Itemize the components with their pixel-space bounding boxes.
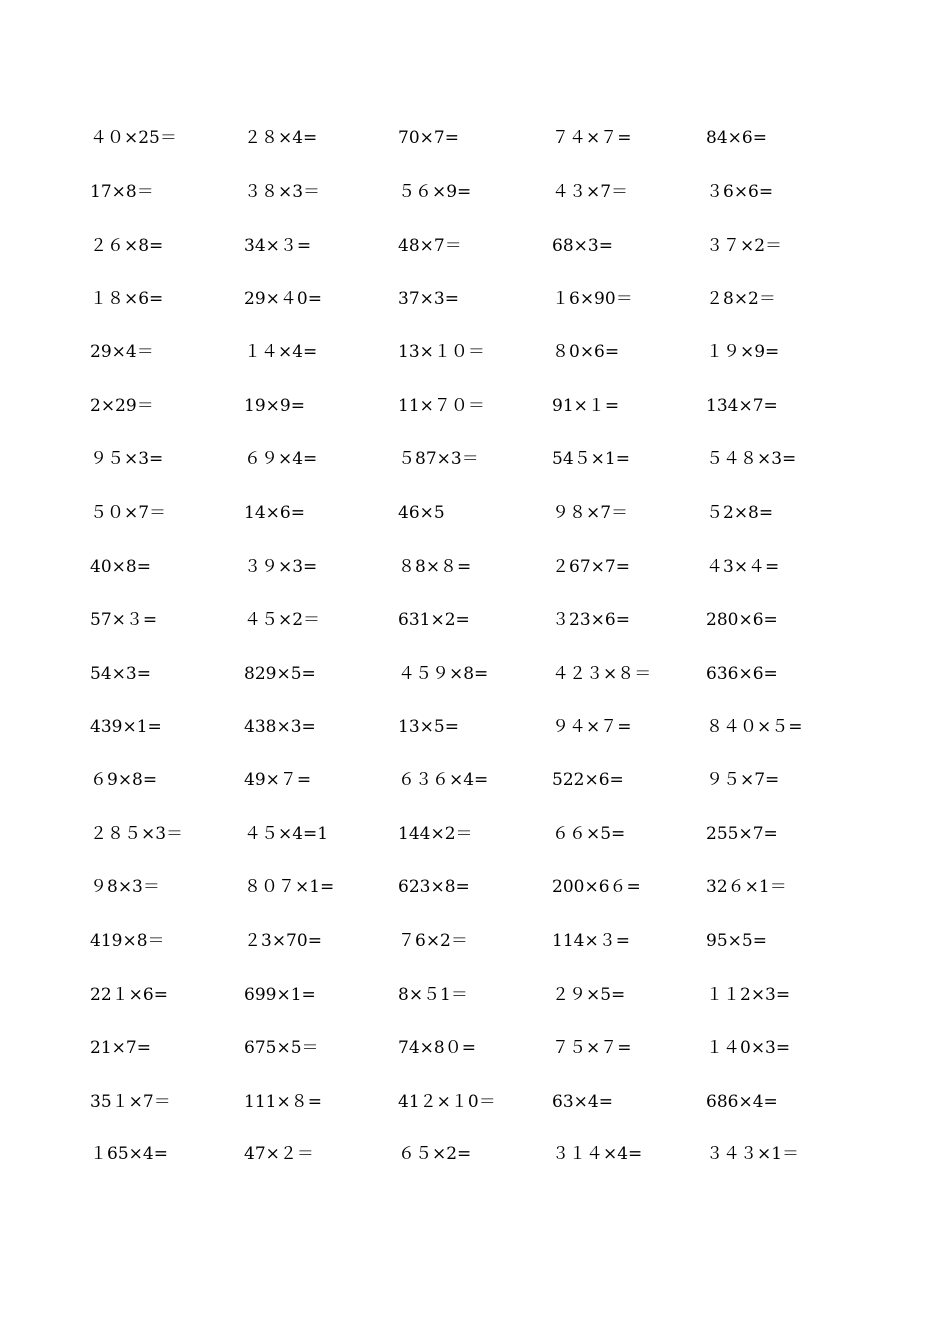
- problem-row: [0, 659, 950, 689]
- multiplication-problem: 438×3=: [244, 717, 316, 737]
- multiplication-problem: ９５×3=: [90, 449, 164, 469]
- multiplication-problem: ４５９×8=: [398, 664, 489, 684]
- multiplication-problem: 144×2＝: [398, 824, 473, 844]
- multiplication-problem: 54５×1=: [552, 449, 630, 469]
- multiplication-problem: 623×8=: [398, 877, 470, 897]
- multiplication-problem: 40×8=: [90, 557, 151, 577]
- multiplication-problem: 699×1=: [244, 985, 316, 1005]
- multiplication-problem: 29×４0=: [244, 289, 322, 309]
- multiplication-problem: ３6×6=: [706, 182, 774, 202]
- multiplication-problem: 13×１０＝: [398, 342, 485, 362]
- multiplication-problem: １6×90＝: [552, 289, 633, 309]
- multiplication-problem: 114×３=: [552, 931, 630, 951]
- multiplication-problem: ５４８×3=: [706, 449, 797, 469]
- multiplication-problem: ２67×7=: [552, 557, 630, 577]
- multiplication-problem: 84×6=: [706, 128, 767, 148]
- multiplication-problem: 419×8＝: [90, 931, 165, 951]
- multiplication-problem: ３８×3＝: [244, 182, 321, 202]
- multiplication-problem: １９×9=: [706, 342, 780, 362]
- multiplication-problem: 13×5=: [398, 717, 459, 737]
- multiplication-problem: 48×7＝: [398, 236, 462, 256]
- multiplication-problem: 19×9=: [244, 396, 305, 416]
- problem-row: [0, 765, 950, 795]
- problem-row: [0, 1087, 950, 1117]
- problem-row: [0, 123, 950, 153]
- multiplication-problem: 200×6６=: [552, 877, 641, 897]
- multiplication-problem: 2×29＝: [90, 396, 154, 416]
- multiplication-problem: １４×4=: [244, 342, 318, 362]
- multiplication-problem: ２６×8=: [90, 236, 164, 256]
- problem-row: [0, 926, 950, 956]
- multiplication-problem: 49×７=: [244, 770, 312, 790]
- problem-row: [0, 284, 950, 314]
- multiplication-problem: 68×3=: [552, 236, 613, 256]
- multiplication-problem: ４２３×８＝: [552, 664, 652, 684]
- multiplication-problem: 21×7=: [90, 1038, 151, 1058]
- multiplication-problem: ２3×70=: [244, 931, 322, 951]
- problem-row: [0, 498, 950, 528]
- multiplication-problem: 22１×6=: [90, 985, 168, 1005]
- problem-row: [0, 1033, 950, 1063]
- multiplication-problem: １４0×3=: [706, 1038, 791, 1058]
- multiplication-problem: 91×１=: [552, 396, 620, 416]
- multiplication-problem: 95×5=: [706, 931, 767, 951]
- multiplication-problem: 32６×1＝: [706, 877, 787, 897]
- multiplication-problem: 134×7=: [706, 396, 778, 416]
- problem-row: [0, 552, 950, 582]
- multiplication-problem: 57×３=: [90, 610, 158, 630]
- multiplication-problem: ３１４×4=: [552, 1144, 643, 1164]
- multiplication-problem: 17×8＝: [90, 182, 154, 202]
- multiplication-problem: ７５×７=: [552, 1038, 632, 1058]
- multiplication-problem: ４０×25＝: [90, 128, 177, 148]
- multiplication-problem: 41２×１0＝: [398, 1092, 496, 1112]
- multiplication-problem: 255×7=: [706, 824, 778, 844]
- multiplication-problem: ３23×6=: [552, 610, 630, 630]
- multiplication-problem: 11×７０＝: [398, 396, 485, 416]
- multiplication-problem: ５2×8=: [706, 503, 774, 523]
- multiplication-problem: ２８５×3＝: [90, 824, 184, 844]
- problem-row: [0, 1139, 950, 1169]
- multiplication-problem: ５６×9=: [398, 182, 472, 202]
- multiplication-problem: 47×２＝: [244, 1144, 314, 1164]
- problem-row: [0, 872, 950, 902]
- multiplication-problem: ６５×2=: [398, 1144, 472, 1164]
- problem-row: [0, 391, 950, 421]
- multiplication-problem: ４3×４=: [706, 557, 780, 577]
- multiplication-problem: １８×6=: [90, 289, 164, 309]
- multiplication-problem: 54×3=: [90, 664, 151, 684]
- multiplication-problem: 46×5: [398, 503, 445, 523]
- multiplication-problem: ４３×7＝: [552, 182, 629, 202]
- multiplication-problem: ３９×3=: [244, 557, 318, 577]
- problem-row: [0, 605, 950, 635]
- problem-row: [0, 444, 950, 474]
- multiplication-problem: ３４３×1＝: [706, 1144, 800, 1164]
- multiplication-problem: ９４×７=: [552, 717, 632, 737]
- multiplication-problem: ２8×2＝: [706, 289, 776, 309]
- problem-row: [0, 980, 950, 1010]
- problem-row: [0, 712, 950, 742]
- multiplication-problem: 35１×7＝: [90, 1092, 171, 1112]
- multiplication-problem: ５０×7＝: [90, 503, 167, 523]
- multiplication-problem: 675×5＝: [244, 1038, 319, 1058]
- multiplication-problem: １１2×3=: [706, 985, 791, 1005]
- multiplication-problem: １65×4=: [90, 1144, 168, 1164]
- multiplication-problem: ３７×2＝: [706, 236, 783, 256]
- multiplication-problem: ７４×７=: [552, 128, 632, 148]
- multiplication-problem: ８４０×５=: [706, 717, 803, 737]
- multiplication-problem: 70×7=: [398, 128, 459, 148]
- multiplication-problem: ２８×4=: [244, 128, 318, 148]
- multiplication-problem: ９５×7=: [706, 770, 780, 790]
- multiplication-problem: 636×6=: [706, 664, 778, 684]
- multiplication-problem: 29×4＝: [90, 342, 154, 362]
- multiplication-problem: ６９×4=: [244, 449, 318, 469]
- multiplication-problem: 280×6=: [706, 610, 778, 630]
- multiplication-problem: 522×6=: [552, 770, 624, 790]
- multiplication-problem: ５87×3＝: [398, 449, 479, 469]
- multiplication-problem: 111×８=: [244, 1092, 322, 1112]
- multiplication-problem: ８0×6=: [552, 342, 620, 362]
- multiplication-problem: ６３６×4=: [398, 770, 489, 790]
- problem-row: [0, 177, 950, 207]
- multiplication-problem: 74×8０=: [398, 1038, 476, 1058]
- multiplication-problem: 63×4=: [552, 1092, 613, 1112]
- multiplication-problem: 37×3=: [398, 289, 459, 309]
- problem-row: [0, 337, 950, 367]
- multiplication-problem: 631×2=: [398, 610, 470, 630]
- multiplication-problem: ４５×2＝: [244, 610, 321, 630]
- multiplication-problem: ６６×5=: [552, 824, 626, 844]
- multiplication-problem: ８０７×1=: [244, 877, 335, 897]
- multiplication-problem: 686×4=: [706, 1092, 778, 1112]
- problem-row: [0, 819, 950, 849]
- multiplication-problem: ６9×8=: [90, 770, 158, 790]
- multiplication-problem: ９8×3＝: [90, 877, 160, 897]
- multiplication-problem: 829×5=: [244, 664, 316, 684]
- multiplication-problem: ４５×4=1: [244, 824, 329, 844]
- multiplication-problem: 34×３=: [244, 236, 312, 256]
- multiplication-problem: ９８×7＝: [552, 503, 629, 523]
- multiplication-problem: ７6×2＝: [398, 931, 468, 951]
- multiplication-problem: 14×6=: [244, 503, 305, 523]
- multiplication-problem: 439×1=: [90, 717, 162, 737]
- multiplication-problem: ２９×5=: [552, 985, 626, 1005]
- multiplication-problem: ８8×８=: [398, 557, 472, 577]
- multiplication-problem: 8×５1＝: [398, 985, 468, 1005]
- problem-row: [0, 231, 950, 261]
